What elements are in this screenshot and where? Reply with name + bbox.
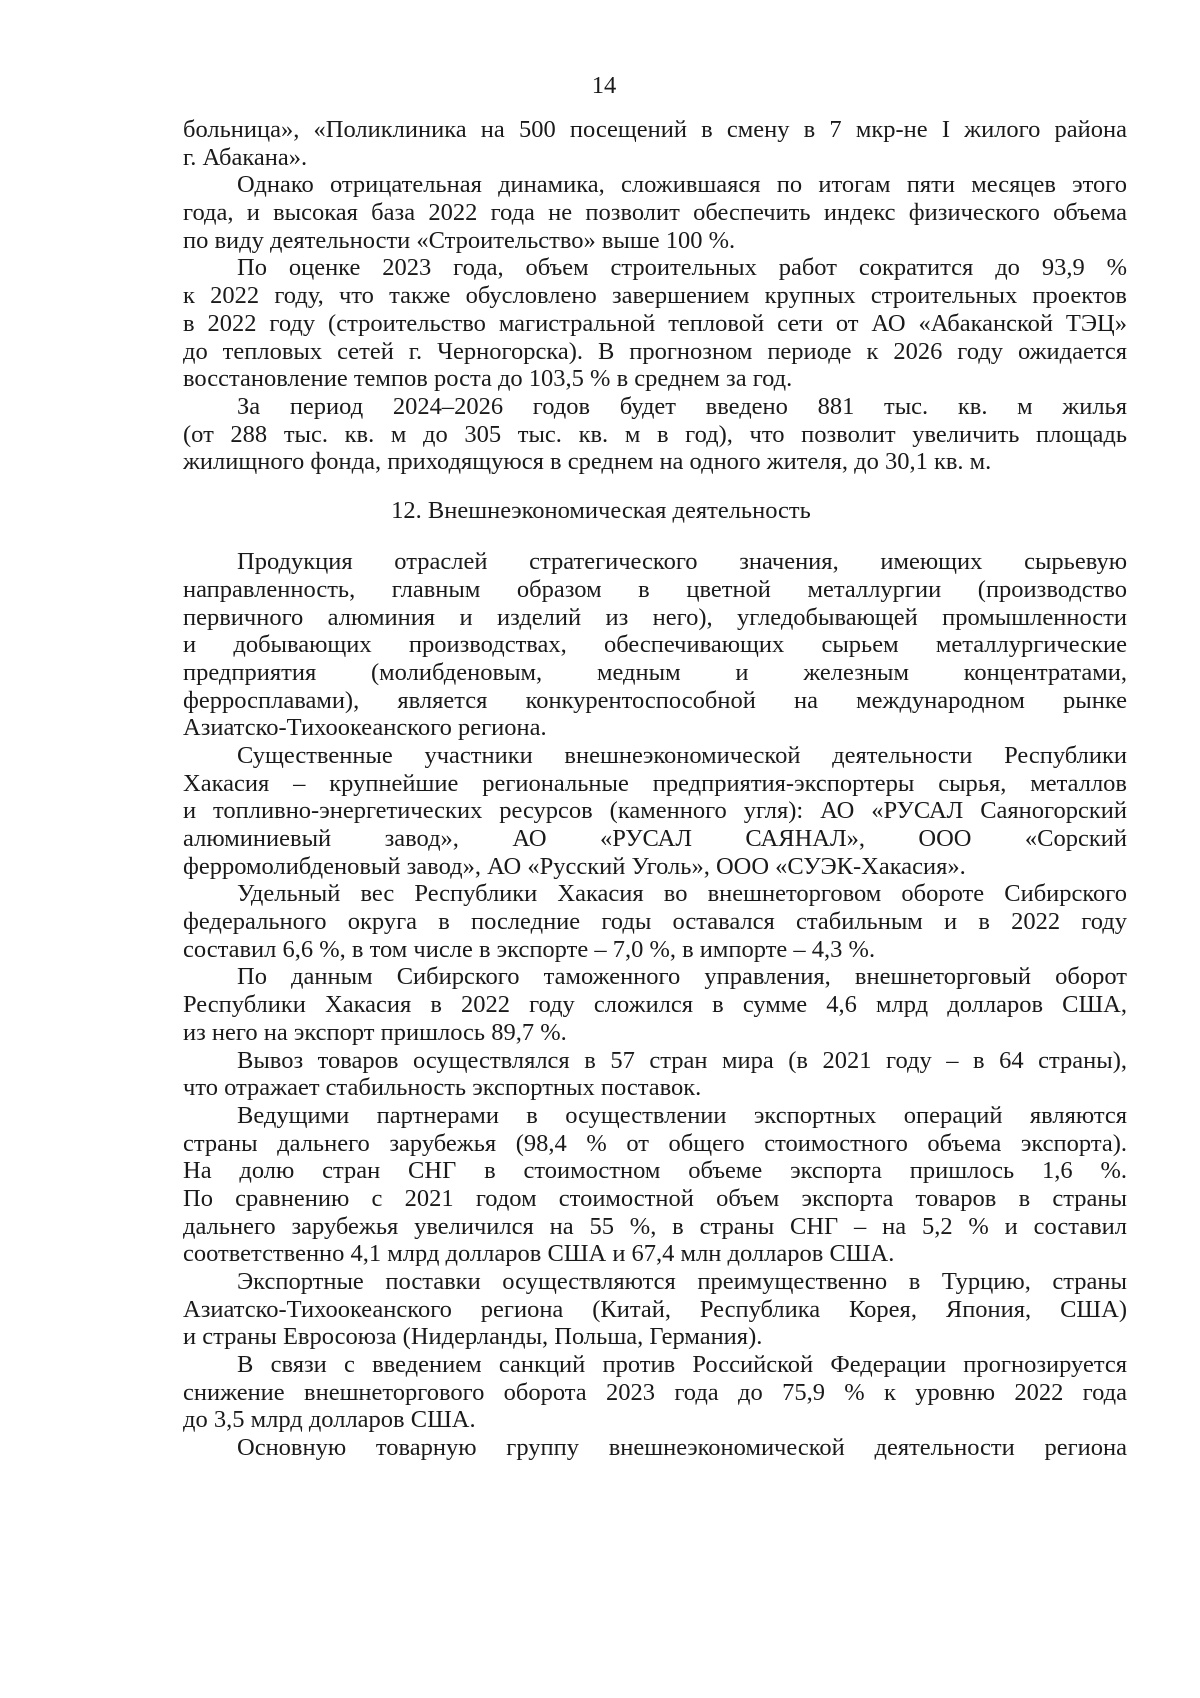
text-line: Республики Хакасия в 2022 году сложился в сумме 4,6 млрд долларов США, <box>183 991 1127 1019</box>
text-line: Азиатско-Тихоокеанского региона (Китай, Республика Корея, Япония, США) <box>183 1295 1127 1323</box>
text-line: в 2022 году (строительство магистральной тепловой сети от АО «Абаканской ТЭЦ» <box>183 309 1127 337</box>
text-line: За период 2024–2026 годов будет введено 881 тыс. кв. м жилья <box>237 392 1127 420</box>
section-heading: 12. Внешнеэкономическая деятельность <box>391 496 811 524</box>
paragraph <box>183 1434 1127 1462</box>
text-line: Азиатско-Тихоокеанского региона. <box>183 714 547 742</box>
text-line: Основную товарную группу внешнеэкономической деятельности региона <box>237 1434 1127 1462</box>
paragraph <box>183 548 1127 742</box>
paragraph <box>183 1351 1127 1434</box>
text-line: снижение внешнеторгового оборота 2023 года до 75,9 % к уровню 2022 года <box>183 1378 1127 1406</box>
text-line: Хакасия – крупнейшие региональные предприятия-экспортеры сырья, металлов <box>183 769 1127 797</box>
paragraph <box>183 880 1127 963</box>
paragraph <box>183 171 1127 254</box>
text-line: и страны Евросоюза (Нидерланды, Польша, Германия). <box>183 1323 763 1351</box>
text-line: и топливно-энергетических ресурсов (каменного угля): АО «РУСАЛ Саяногорский <box>183 797 1127 825</box>
text-line: года, и высокая база 2022 года не позволит обеспечить индекс физического объема <box>183 199 1127 227</box>
text-line: восстановление темпов роста до 103,5 % в среднем за год. <box>183 365 793 393</box>
text-line: к 2022 году, что также обусловлено завершением крупных строительных проектов <box>183 282 1127 310</box>
text-line: соответственно 4,1 млрд долларов США и 67,4 млн долларов США. <box>183 1240 895 1268</box>
paragraph <box>183 1268 1127 1351</box>
text-line: На долю стран СНГ в стоимостном объеме экспорта пришлось 1,6 %. <box>183 1157 1127 1185</box>
text-line: По данным Сибирского таможенного управления, внешнеторговый оборот <box>237 963 1127 991</box>
text-line: что отражает стабильность экспортных поставок. <box>183 1074 702 1102</box>
paragraph <box>183 254 1127 392</box>
paragraph <box>183 963 1127 1046</box>
paragraph <box>183 742 1127 880</box>
paragraph <box>183 1102 1127 1268</box>
text-line: до 3,5 млрд долларов США. <box>183 1406 476 1434</box>
text-line: алюминиевый завод», АО «РУСАЛ САЯНАЛ», ООО «Сорский <box>183 825 1127 852</box>
paragraph <box>183 1047 1127 1102</box>
text-line: больница», «Поликлиника на 500 посещений в смену в 7 мкр-не I жилого района <box>183 116 1127 143</box>
text-line: Удельный вес Республики Хакасия во внешнеторговом обороте Сибирского <box>237 880 1127 908</box>
text-line: (от 288 тыс. кв. м до 305 тыс. кв. м в год), что позволит увеличить площадь <box>183 420 1127 448</box>
text-line: ферросплавами), является конкурентоспособной на международном рынке <box>183 686 1127 714</box>
text-line: страны дальнего зарубежья (98,4 % от общего стоимостного объема экспорта). <box>183 1129 1127 1157</box>
text-line: федерального округа в последние годы оставался стабильным и в 2022 году <box>183 908 1127 936</box>
text-line: до тепловых сетей г. Черногорска). В прогнозном периоде к 2026 году ожидается <box>183 337 1127 365</box>
text-line: по виду деятельности «Строительство» выше 100 %. <box>183 226 736 254</box>
text-line: и добывающих производствах, обеспечивающих сырьем металлургические <box>183 631 1127 659</box>
text-line: Вывоз товаров осуществлялся в 57 стран мира (в 2021 году – в 64 страны), <box>237 1046 1127 1074</box>
text-line: дальнего зарубежья увеличился на 55 %, в страны СНГ – на 5,2 % и составил <box>183 1212 1127 1240</box>
text-line: В связи с введением санкций против Российской Федерации прогнозируется <box>237 1351 1127 1379</box>
text-line: первичного алюминия и изделий из него), угледобывающей промышленности <box>183 603 1127 631</box>
paragraph <box>183 116 1127 171</box>
text-line: Ведущими партнерами в осуществлении экспортных операций являются <box>237 1101 1127 1129</box>
text-line: Существенные участники внешнеэкономической деятельности Республики <box>237 741 1127 769</box>
document-body <box>183 116 1127 1462</box>
text-line: составил 6,6 %, в том числе в экспорте – 7,0 %, в импорте – 4,3 %. <box>183 935 876 963</box>
text-line: Продукция отраслей стратегического значения, имеющих сырьевую <box>237 548 1127 576</box>
page-number: 14 <box>591 72 617 99</box>
text-line: ферромолибденовый завод», АО «Русский Уголь», ООО «СУЭК-Хакасия». <box>183 852 966 880</box>
text-line: из него на экспорт пришлось 89,7 %. <box>183 1018 567 1046</box>
text-line: Экспортные поставки осуществляются преимущественно в Турцию, страны <box>237 1268 1127 1295</box>
text-line: По сравнению с 2021 годом стоимостной объем экспорта товаров в страны <box>183 1184 1127 1212</box>
text-line: г. Абакана». <box>183 143 308 171</box>
text-line: жилищного фонда, приходящуюся в среднем на одного жителя, до 30,1 кв. м. <box>183 448 992 476</box>
text-line: предприятия (молибденовым, медным и железным концентратами, <box>183 658 1127 686</box>
text-line: направленность, главным образом в цветной металлургии (производство <box>183 575 1127 603</box>
text-line: Однако отрицательная динамика, сложившаяся по итогам пяти месяцев этого <box>237 171 1127 199</box>
paragraph <box>183 393 1127 476</box>
text-line: По оценке 2023 года, объем строительных работ сократится до 93,9 % <box>237 254 1127 282</box>
